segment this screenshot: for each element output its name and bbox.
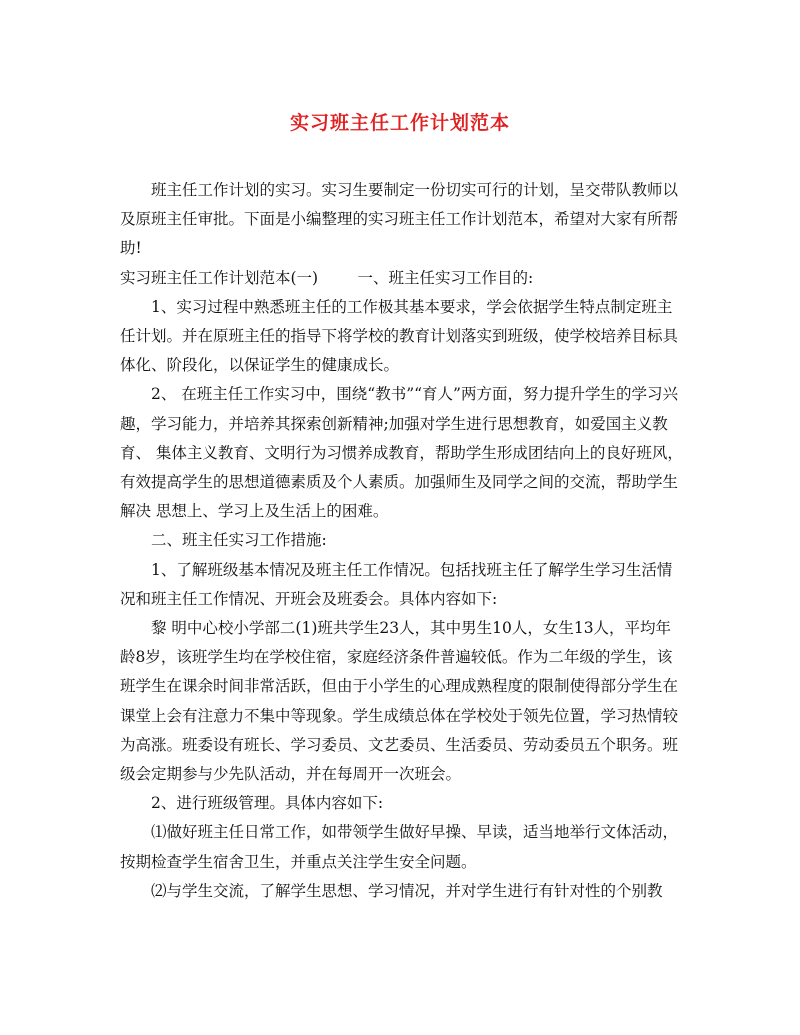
measure-paragraph-1: 1、了解班级基本情况及班主任工作情况。包括找班主任了解学生学习生活情况和班主任工作情况、开班会及班委会。具体内容如下: <box>120 560 673 608</box>
goal-paragraph-2: 2、 在班主任工作实习中，围绕“教书”“育人”两方面，努力提升学生的学习兴趣，学习能力，并培养其探索创新精神;加强对学生进行思想教育，如爱国主义教育、 集体主义教育、文明行为习惯养成教育，帮助学生形成团结向上的良好班风，有效提高学生的思想道德素质及个人素质。加强师生及同学之间的交流，帮助学生解决 思想上、学习上及生活上的困难。 <box>120 385 683 521</box>
goal-paragraph-1: 1、实习过程中熟悉班主任的工作极其基本要求，学会依据学生特点制定班主任计划。并在原班主任的指导下将学校的教育计划落实到班级，使学校培养目标具体化、阶段化，以保证学生的健康成长。 <box>120 297 679 375</box>
document-body <box>120 176 686 906</box>
daily-work-paragraph: ⑴做好班主任日常工作，如带领学生做好早操、早读，适当地举行文体活动，按期检查学生宿舍卫生，并重点关注学生安全问题。 <box>120 823 679 871</box>
measures-heading: 二、班主任实习工作措施: <box>151 531 327 550</box>
intro-paragraph: 班主任工作计划的实习。实习生要制定一份切实可行的计划，呈交带队教师以及原班主任审批。下面是小编整理的实习班主任工作计划范本，希望对大家有所帮助! <box>120 181 679 258</box>
class-info-paragraph: 黎 明中心校小学部二(1)班共学生23人，其中男生10人，女生13人，平均年龄8岁，该班学生均在学校住宿，家庭经济条件普遍较低。作为二年级的学生，该 班学生在课余时间非常活跃，但由于小学生的心理成熟程度的限制使得部分学生在课堂上会有注意力不集中等现象。学生成绩总体在学校处于领先位置，学习热情较 为高涨。班委设有班长、学习委员、文艺委员、生活委员、劳动委员五个职务。班级会定期参与少先队活动，并在每周开一次班会。 <box>120 619 679 784</box>
document-title: 实习班主任工作计划范本 <box>289 112 510 134</box>
communication-paragraph: ⑵与学生交流，了解学生思想、学习情况，并对学生进行有针对性的个别教 <box>151 881 663 900</box>
measure-paragraph-2: 2、进行班级管理。具体内容如下: <box>151 794 384 813</box>
section-heading-line: 实习班主任工作计划范本(一) 一、班主任实习工作目的: <box>120 268 534 287</box>
